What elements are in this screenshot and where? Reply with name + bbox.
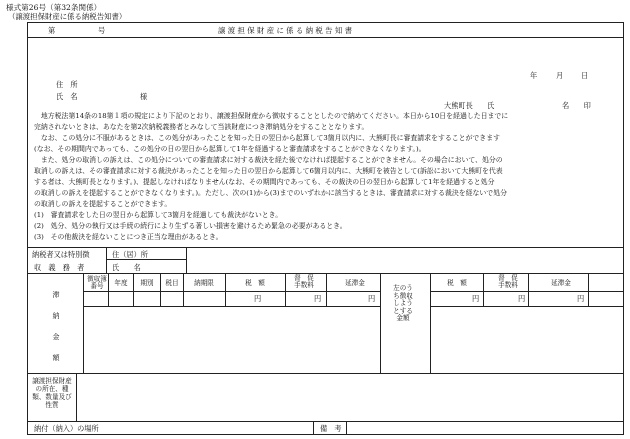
notice-number-suffix: 号	[98, 26, 106, 35]
column-divider	[326, 273, 327, 306]
column-tax-item: 税目	[165, 279, 179, 287]
collector-label: 収 義 務 者	[34, 263, 85, 272]
yen-unit: 円	[472, 294, 480, 303]
yen-unit: 円	[577, 294, 585, 303]
body-line: 取消しの訴えは、その審査請求に対する裁決があったことを知った日の翌日から起算して6箇月以内に、大熊町を被告として(訴訟において大熊町を代表	[34, 167, 503, 175]
column-term: 期別	[140, 279, 154, 287]
column-divider	[160, 273, 161, 306]
collector-name-label: 氏 名	[112, 263, 141, 272]
remarks-divider	[346, 421, 347, 434]
name-label: 氏 名	[56, 92, 78, 101]
column-tax-amount-right: 税 額	[447, 279, 467, 287]
taxpayer-mid-line	[106, 259, 186, 260]
amount-row-line	[430, 306, 623, 307]
column-delinquency-right: 延滞金	[551, 279, 571, 287]
body-line: (なお、その期間内であっても、この処分の日の翌日から起算して1年を経過すると審査請求をすることができなくなります。)。	[34, 145, 426, 153]
column-divider	[225, 273, 226, 306]
yen-unit: 円	[368, 294, 376, 303]
yen-unit: 円	[254, 294, 262, 303]
column-header-line	[430, 291, 623, 292]
date-day: 日	[581, 71, 589, 80]
issuer-seal: 名 印	[562, 101, 591, 110]
payment-place-label: 納付（納入）の場所	[34, 424, 99, 433]
body-line: 完納されないときは、あなたを第2次納税義務者とみなして当該財産につき滞納処分をすることとなります。	[34, 123, 369, 131]
column-divider	[133, 273, 134, 306]
address-label: 住 所	[56, 80, 78, 89]
column-surcharge: 督 促手数料	[294, 274, 314, 290]
amount-table-divider	[83, 273, 84, 373]
document-title: 譲 渡 担 保 財 産 に 係 る 納 税 告 知 書	[218, 26, 353, 35]
body-line: の取消しの訴えを提起することができます。	[34, 200, 172, 208]
payment-divider	[313, 421, 314, 434]
notice-body	[34, 111, 618, 243]
yen-unit: 円	[314, 294, 322, 303]
body-line: 地方税法第14条の18第１項の規定により下記のとおり、譲渡担保財産から徴収することとしたので納めてください。本日から10日を経過した日までに	[34, 112, 509, 120]
notice-number-prefix: 第	[48, 26, 56, 35]
body-line: また、処分の取消しの訴えは、この処分についての審査請求に対する裁決を経た後でなければ提起することができません。その場合において、処分の	[34, 156, 503, 164]
collection-amount-label: 左のうち徴収しようとする金額	[393, 284, 413, 323]
body-line: (3) その他裁決を経ないことにつき正当な理由があるとき。	[34, 233, 223, 241]
taxpayer-divider	[106, 247, 107, 273]
body-line: の取消しの訴えを提起することができなくなります。)。ただし、次の(1)から(3)までのいずれかに該当するときは、審査請求に対する裁決を経ないで処分	[34, 189, 507, 197]
taxpayer-address-label: 住（居）所	[112, 250, 148, 259]
column-fiscal-year: 年度	[114, 279, 128, 287]
property-label: 譲渡担保財産の所在、種類、数量及び性質	[32, 377, 72, 409]
body-line: する者は、大熊町長となります。)、提起しなければなりません(なお、その期間内であっても、その裁決の日の翌日から起算して1年を経過すると処分	[34, 178, 495, 186]
body-line: (1) 審査請求をした日の翌日から起算して3箇月を経過しても裁決がないとき。	[34, 211, 283, 219]
issuer-title: 大熊町長 氏	[444, 101, 495, 110]
column-divider	[430, 273, 431, 373]
date-month: 月	[556, 71, 564, 80]
column-divider	[588, 273, 589, 306]
property-divider	[76, 373, 77, 421]
taxpayer-top-line	[28, 247, 623, 248]
column-notice-number: 徴収簿番号	[87, 275, 107, 291]
form-subtitle: （譲渡担保財産に係る納税告知書）	[8, 12, 127, 21]
notice-form	[27, 22, 624, 435]
column-delinquency: 延滞金	[345, 279, 365, 287]
yen-unit: 円	[518, 294, 526, 303]
column-due-date: 納期限	[194, 279, 214, 287]
property-top-line	[28, 373, 623, 374]
column-tax-amount: 税 額	[245, 279, 265, 287]
amount-row-line	[83, 306, 380, 307]
header-divider	[28, 37, 623, 38]
body-line: (2) 処分、処分の執行又は手続の続行により生ずる著しい損害を避けるため緊急の必要があるとき。	[34, 222, 347, 230]
taxpayer-divider	[186, 247, 187, 273]
date-year: 年	[530, 71, 538, 80]
remarks-label: 備 考	[320, 424, 342, 433]
column-surcharge-right: 督 促手数料	[498, 274, 518, 290]
taxpayer-name-label: 納税者又は特別徴	[32, 250, 90, 259]
column-divider	[285, 273, 286, 306]
column-divider	[183, 273, 184, 306]
form-number: 様式第26号（第32条関係）	[6, 3, 102, 12]
column-header-line	[83, 291, 380, 292]
column-divider	[483, 273, 484, 306]
payment-top-line	[28, 421, 623, 422]
column-divider	[380, 273, 381, 373]
column-divider	[108, 273, 109, 306]
delinquent-amount-label: 滞納金額	[52, 291, 60, 362]
body-line: なお、この処分に不服があるときは、この処分があったことを知った日の翌日から起算して3箇月以内に、大熊町長に審査請求をすることができます	[34, 134, 500, 142]
column-divider	[528, 273, 529, 306]
honorific: 様	[140, 92, 148, 101]
